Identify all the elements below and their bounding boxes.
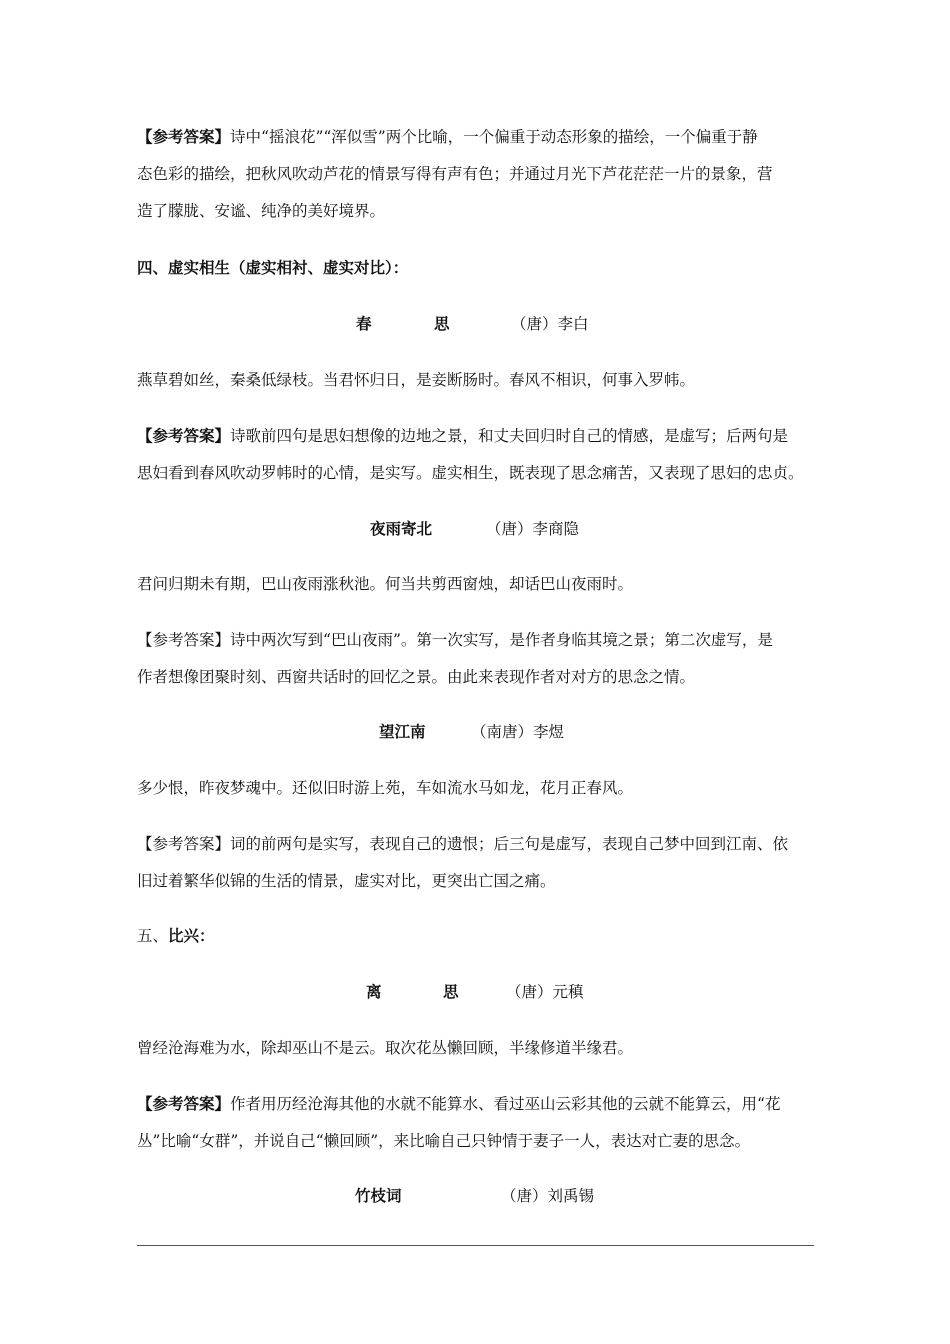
poem-author: （唐）李白 bbox=[511, 315, 589, 333]
poem-author: （唐）刘禹锡 bbox=[501, 1187, 595, 1205]
section-heading: 四、虚实相生（虚实相衬、虚实对比）： bbox=[137, 259, 409, 277]
section-title: 比兴： bbox=[168, 927, 215, 945]
poem-text: 多少恨，昨夜梦魂中。还似旧时游上苑，车如流水马如龙，花月正春风。 bbox=[137, 779, 634, 797]
answer-label: 【参考答案】 bbox=[137, 427, 231, 445]
poem-title-row bbox=[355, 1186, 595, 1206]
poem-text: 燕草碧如丝，秦桑低绿枝。当君怀归日，是妾断肠时。春风不相识，何事入罗帏。 bbox=[137, 371, 696, 389]
poem-author: （唐）李商隐 bbox=[486, 520, 580, 538]
answer-text: 诗中“摇浪花”“浑似雪”两个比喻，一个偏重于动态形象的描绘，一个偏重于静 bbox=[230, 128, 758, 146]
poem-title: 夜雨寄北 bbox=[370, 520, 433, 538]
poem-author: （唐）元稹 bbox=[506, 983, 584, 1001]
answer-line bbox=[137, 426, 788, 446]
answer-line: 态色彩的描绘，把秋风吹动芦花的情景写得有声有色；并通过月光下芦花茫茫一片的景象，营 bbox=[137, 165, 773, 183]
poem-title-row bbox=[370, 519, 580, 539]
answer-text: 诗歌前四句是思妇想像的边地之景，和丈夫回归时自己的情感，是虚写；后两句是 bbox=[230, 427, 789, 445]
answer-line: 造了朦胧、安谧、纯净的美好境界。 bbox=[137, 202, 386, 220]
answer-text: 词的前两句是实写，表现自己的遗恨；后三句是虚写，表现自己梦中回到江南、依 bbox=[230, 835, 789, 853]
poem-title-char: 春 bbox=[356, 315, 372, 333]
answer-line bbox=[137, 630, 773, 650]
answer-label: 【参考答案】 bbox=[137, 128, 231, 146]
answer-label: 【参考答案】 bbox=[137, 631, 231, 649]
answer-line bbox=[137, 834, 788, 854]
poem-title-char: 思 bbox=[443, 983, 459, 1001]
poem-title-char: 离 bbox=[366, 983, 382, 1001]
section-number: 五、 bbox=[137, 927, 169, 945]
answer-line: 丛”比喻“女群”，并说自己“懒回顾”，来比喻自己只钟情于妻子一人，表达对亡妻的思念。 bbox=[137, 1132, 751, 1150]
poem-title-row bbox=[379, 722, 565, 742]
answer-line bbox=[137, 1094, 780, 1114]
answer-line bbox=[137, 127, 758, 147]
poem-title-row bbox=[366, 982, 584, 1002]
poem-title-char: 思 bbox=[434, 315, 450, 333]
answer-line: 作者想像团聚时刻、西窗共话时的回忆之景。由此来表现作者对对方的思念之情。 bbox=[137, 668, 696, 686]
poem-text: 曾经沧海难为水，除却巫山不是云。取次花丛懒回顾，半缘修道半缘君。 bbox=[137, 1039, 634, 1057]
answer-label: 【参考答案】 bbox=[137, 835, 231, 853]
answer-line: 旧过着繁华似锦的生活的情景，虚实对比，更突出亡国之痛。 bbox=[137, 872, 556, 890]
section-heading bbox=[137, 926, 215, 946]
poem-author: （南唐）李煜 bbox=[471, 723, 565, 741]
poem-title: 望江南 bbox=[379, 723, 426, 741]
poem-text: 君问归期未有期，巴山夜雨涨秋池。何当共剪西窗烛，却话巴山夜雨时。 bbox=[137, 575, 634, 593]
answer-line: 思妇看到春风吹动罗帏时的心情，是实写。虚实相生，既表现了思念痛苦，又表现了思妇的忠贞。 bbox=[137, 464, 804, 482]
poem-title: 竹枝词 bbox=[355, 1187, 402, 1205]
poem-title-row bbox=[356, 314, 589, 334]
answer-text: 诗中两次写到“巴山夜雨”。第一次实写，是作者身临其境之景；第二次虚写，是 bbox=[230, 631, 773, 649]
footer-divider bbox=[137, 1245, 814, 1246]
answer-label: 【参考答案】 bbox=[137, 1095, 231, 1113]
answer-text: 作者用历经沧海其他的水就不能算水、看过巫山云彩其他的云就不能算云，用“花 bbox=[230, 1095, 781, 1113]
